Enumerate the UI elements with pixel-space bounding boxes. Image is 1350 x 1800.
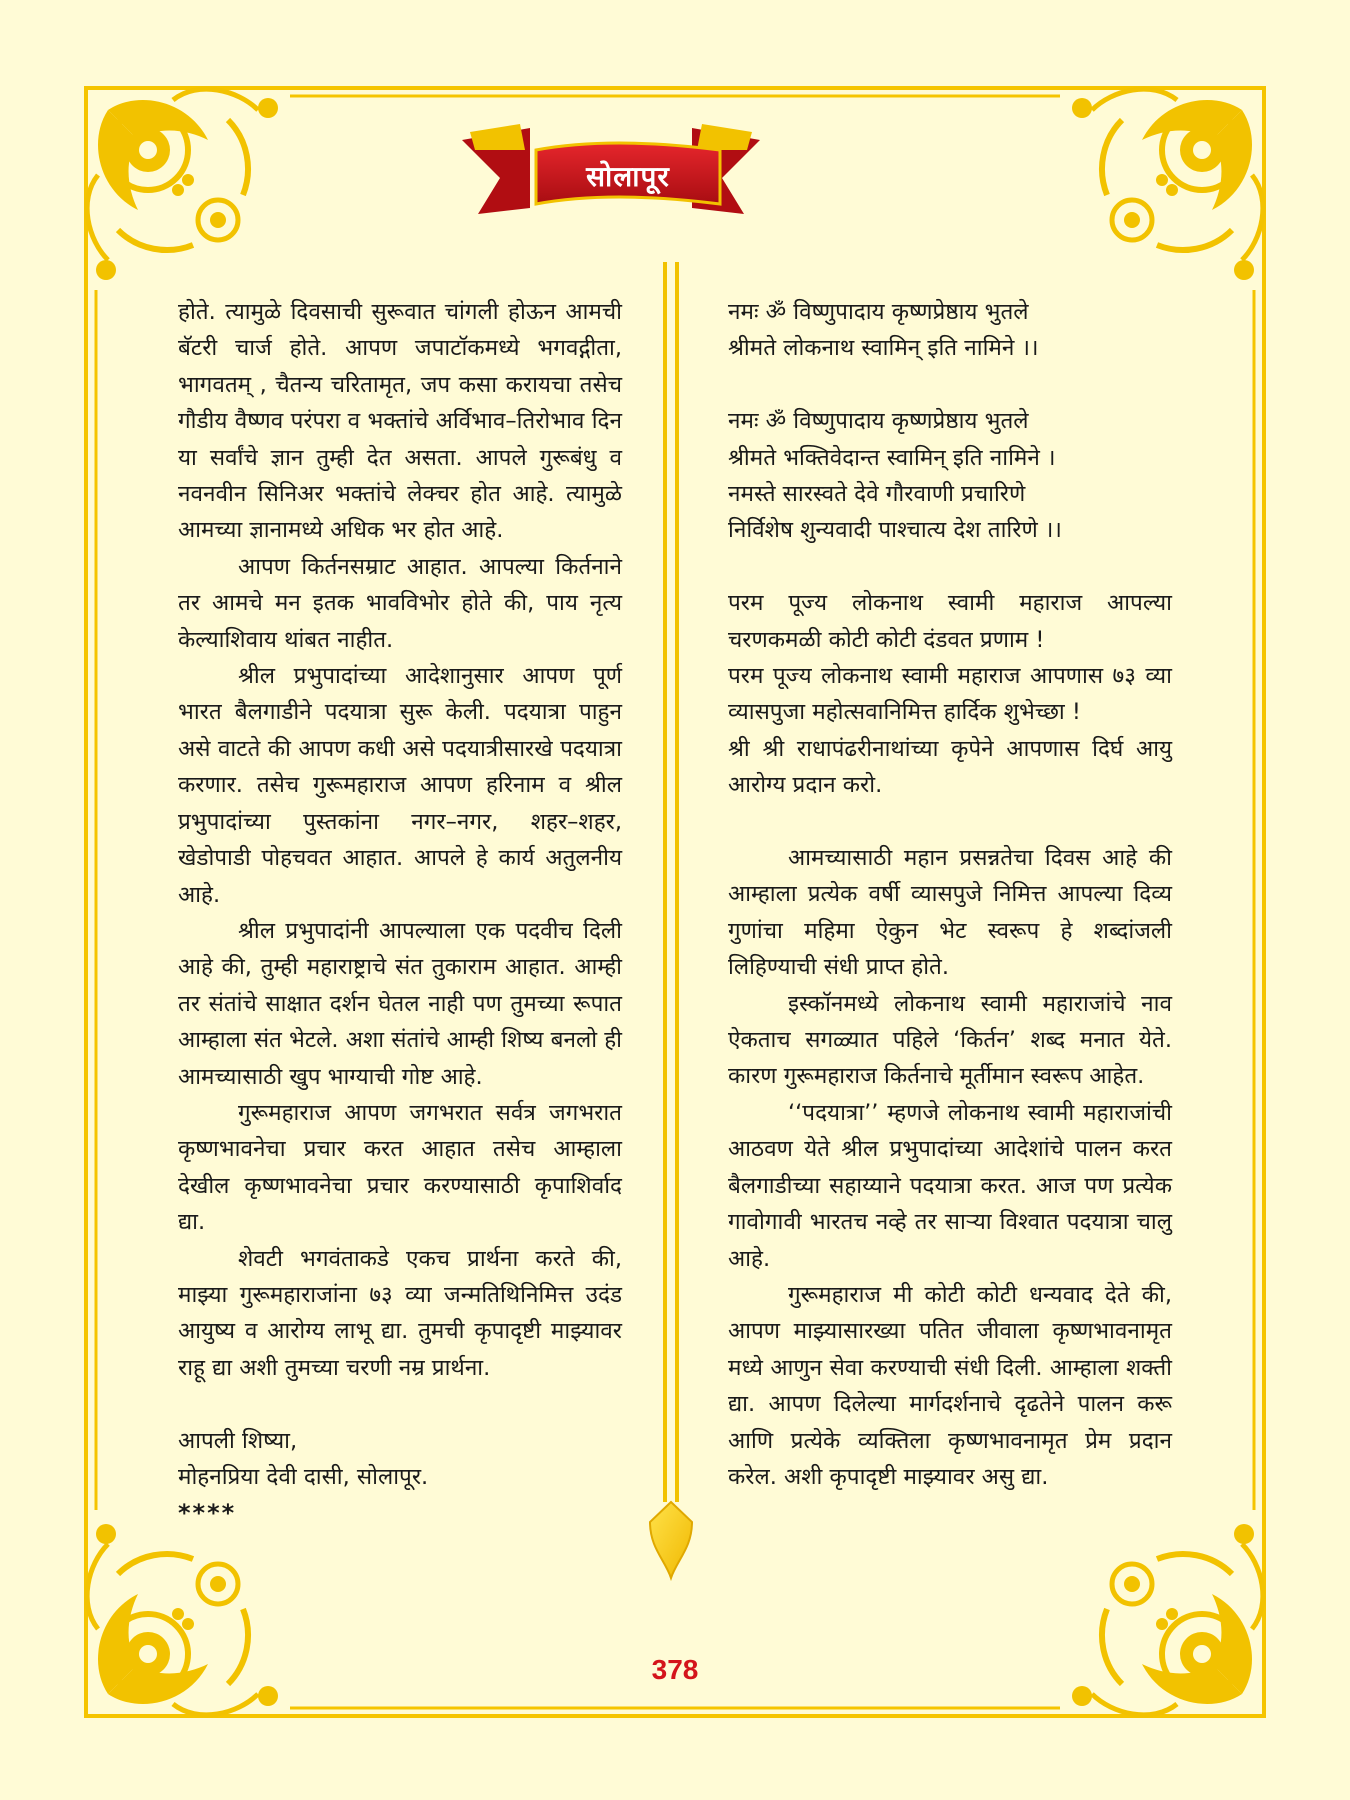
paragraph: श्रील प्रभुपादांच्या आदेशानुसार आपण पूर्ण भारत बैलगाडीने पदयात्रा सुरू केली. पदयात्रा पाहुन असे वाटते की आपण कधी असे पदयात्रीसारखे पदयात्रा करणार. तसेच गुरूमहाराज आपण हरिनाम व श्रील प्रभुपादांच्या पुस्तकांना नगर–नगर, शहर–शहर, खेडोपाडी पोहचवत आहात. आपले हे कार्य अतुलनीय आहे. (178, 663, 622, 908)
verse-line: नमः ॐ विष्णुपादाय कृष्णप्रेष्ठाय भुतले (728, 299, 1029, 325)
end-stars: **** (178, 1499, 237, 1528)
verse-line: नमः ॐ विष्णुपादाय कृष्णप्रेष्ठाय भुतले (728, 408, 1029, 435)
left-column (178, 294, 622, 1532)
signature-name: मोहनप्रिया देवी दासी, सोलापूर. (178, 1463, 429, 1490)
paragraph: आमच्यासाठी महान प्रसन्नतेचा दिवस आहे की आम्हाला प्रत्येक वर्षी व्यासपुजे निमित्त आपल्या दिव्य गुणांचा महिमा ऐकुन भेट स्वरूप हे शब्दांजली लिहिण्याची संधी प्राप्त होते. (728, 845, 1172, 981)
paragraph: शेवटी भगवंताकडे एकच प्रार्थना करते की, माझ्या गुरूमहाराजांना ७३ व्या जन्मतिथिनिमित्त उदंड आयुष्य व आरोग्य लाभू द्या. तुमची कृपादृष्टी माझ्यावर राहू द्या अशी तुमच्या चरणी नम्र प्रार्थना. (178, 1245, 622, 1381)
paragraph: इस्कॉनमध्ये लोकनाथ स्वामी महाराजांचे नाव ऐकताच सगळ्यात पहिले ‘किर्तन’ शब्द मनात येते. कारण गुरूमहाराज किर्तनाचे मूर्तीमान स्वरूप आहेत. (728, 990, 1172, 1090)
verse-line: श्रीमते लोकनाथ स्वामिन् इति नामिने ।। (728, 335, 1039, 362)
page-number: 378 (651, 1654, 699, 1685)
greeting-line: श्री श्री राधापंढरीनाथांच्या कृपेने आपणास दिर्घ आयु आरोग्य प्रदान करो. (728, 735, 1172, 799)
page-title: सोलापूर (586, 160, 670, 193)
right-column (728, 294, 1172, 1495)
column-divider (650, 262, 692, 1578)
corner-ornament-top-left (87, 89, 278, 280)
corner-ornament-top-right (1072, 89, 1263, 280)
paragraph: ‘‘पदयात्रा’’ म्हणजे लोकनाथ स्वामी महाराजांची आठवण येते श्रील प्रभुपादांच्या आदेशांचे पालन करत बैलगाडीच्या सहाय्याने पदयात्रा करत. आज पण प्रत्येक गावोगावी भारतच नव्हे तर साऱ्या विश्वात पदयात्रा चालु आहे. (728, 1099, 1172, 1272)
verse-line: नमस्ते सारस्वते देवे गौरवाणी प्रचारिणे (728, 481, 1026, 508)
paragraph: श्रील प्रभुपादांनी आपल्याला एक पदवीच दिली आहे की, तुम्ही महाराष्ट्राचे संत तुकाराम आहात. आम्ही तर संतांचे साक्षात दर्शन घेतल नाही पण तुमच्या रूपात आम्हाला संत भेटले. अशा संतांचे आम्ही शिष्य बनलो ही आमच्यासाठी खुप भाग्याची गोष्ट आहे. (178, 917, 622, 1090)
verse-line: निर्विशेष शुन्यवादी पाश्चात्य देश तारिणे ।। (728, 517, 1062, 544)
paragraph: होते. त्यामुळे दिवसाची सुरूवात चांगली होऊन आमची बॅटरी चार्ज होते. आपण जपाटॉकमध्ये भगवद्गीता, भागवतम् , चैतन्य चरितामृत, जप कसा करायचा तसेच गौडीय वैष्णव परंपरा व भक्तांचे अर्विभाव–तिरोभाव दिन या सर्वांचे ज्ञान तुम्ही देत असता. आपले गुरूबंधु व नवनवीन सिनिअर भक्तांचे लेक्चर होत आहे. त्यामुळे आमच्या ज्ञानामध्ये अधिक भर होत आहे. (178, 299, 622, 544)
paragraph: आपण किर्तनसम्राट आहात. आपल्या किर्तनाने तर आमचे मन इतक भावविभोर होते की, पाय नृत्य केल्याशिवाय थांबत नाहीत. (178, 553, 622, 653)
paragraph: गुरूमहाराज मी कोटी कोटी धन्यवाद देते की, आपण माझ्यासारख्या पतित जीवाला कृष्णभावनामृत मध्ये आणुन सेवा करण्याची संधी दिली. आम्हाला शक्ती द्या. आपण दिलेल्या मार्गदर्शनाचे दृढतेने पालन करू आणि प्रत्येके व्यक्तिला कृष्णभावनामृत प्रेम प्रदान करेल. अशी कृपादृष्टी माझ्यावर असु द्या. (728, 1281, 1172, 1490)
verse-line: श्रीमते भक्तिवेदान्त स्वामिन् इति नामिने । (728, 444, 1056, 471)
paragraph: गुरूमहाराज आपण जगभरात सर्वत्र जगभरात कृष्णभावनेचा प्रचार करत आहात तसेच आम्हाला देखील कृष्णभावनेचा प्रचार करण्यासाठी कृपाशिर्वाद द्या. (178, 1099, 622, 1236)
corner-ornament-bottom-left (87, 1524, 278, 1715)
corner-ornament-bottom-right (1072, 1524, 1263, 1715)
signature-closing: आपली शिष्या, (178, 1427, 298, 1454)
greeting-line: परम पूज्य लोकनाथ स्वामी महाराज आपणास ७३ व्या व्यासपुजा महोत्सवानिमित्त हार्दिक शुभेच्छा ! (728, 663, 1172, 726)
greeting-line: परम पूज्य लोकनाथ स्वामी महाराज आपल्या चरणकमळी कोटी कोटी दंडवत प्रणाम ! (728, 590, 1172, 653)
